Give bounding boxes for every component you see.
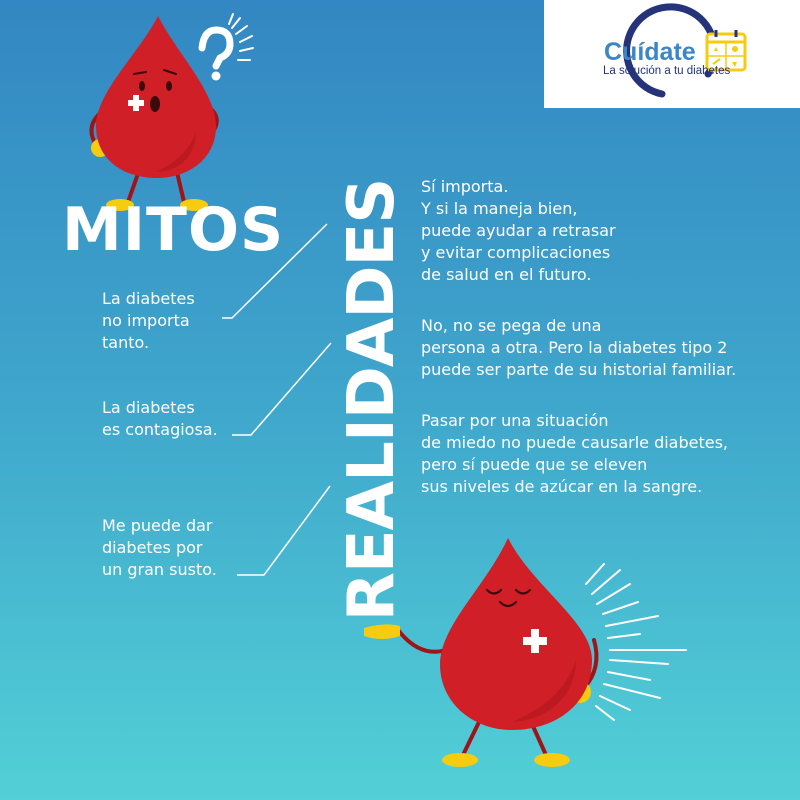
fact-line: Sí importa. [421, 177, 509, 196]
fact-line: sus niveles de azúcar en la sangre. [421, 477, 703, 496]
fact-text [421, 315, 736, 381]
myth-line: es contagiosa. [102, 420, 218, 439]
question-mark-icon [202, 30, 230, 81]
myth-line: tanto. [102, 333, 150, 352]
logo-wordmark: Cuídate [604, 38, 696, 66]
myth-line: La diabetes [102, 398, 195, 417]
motion-lines [586, 564, 686, 720]
myth-line: no importa [102, 311, 190, 330]
fact-line: y evitar complicaciones [421, 243, 611, 262]
fact-line: Pasar por una situación [421, 411, 609, 430]
facts-title: REALIDADES [335, 178, 409, 622]
myth-text [102, 288, 195, 354]
brand-logo [544, 0, 800, 108]
fact-line: No, no se pega de una [421, 316, 602, 335]
fact-line: persona a otra. Pero la diabetes tipo 2 [421, 338, 728, 357]
myth-line: diabetes por [102, 538, 203, 557]
fact-line: puede ayudar a retrasar [421, 221, 616, 240]
fact-text [421, 410, 728, 498]
fact-text [421, 176, 616, 286]
myth-text [102, 397, 218, 441]
fact-line: de miedo no puede causarle diabetes, [421, 433, 729, 452]
fact-line: Y si la maneja bien, [421, 199, 578, 218]
myth-line: un gran susto. [102, 560, 217, 579]
myths-title: MITOS [62, 195, 285, 265]
blood-drop-confused [91, 16, 217, 211]
myth-text [102, 515, 217, 581]
myth-line: La diabetes [102, 289, 195, 308]
fact-line: puede ser parte de su historial familiar. [421, 360, 737, 379]
myth-line: Me puede dar [102, 516, 213, 535]
connector-lines [222, 224, 331, 575]
fact-line: de salud en el futuro. [421, 265, 592, 284]
fact-line: pero sí puede que se eleven [421, 455, 648, 474]
logo-tagline: La solución a tu diabetes [603, 65, 731, 77]
